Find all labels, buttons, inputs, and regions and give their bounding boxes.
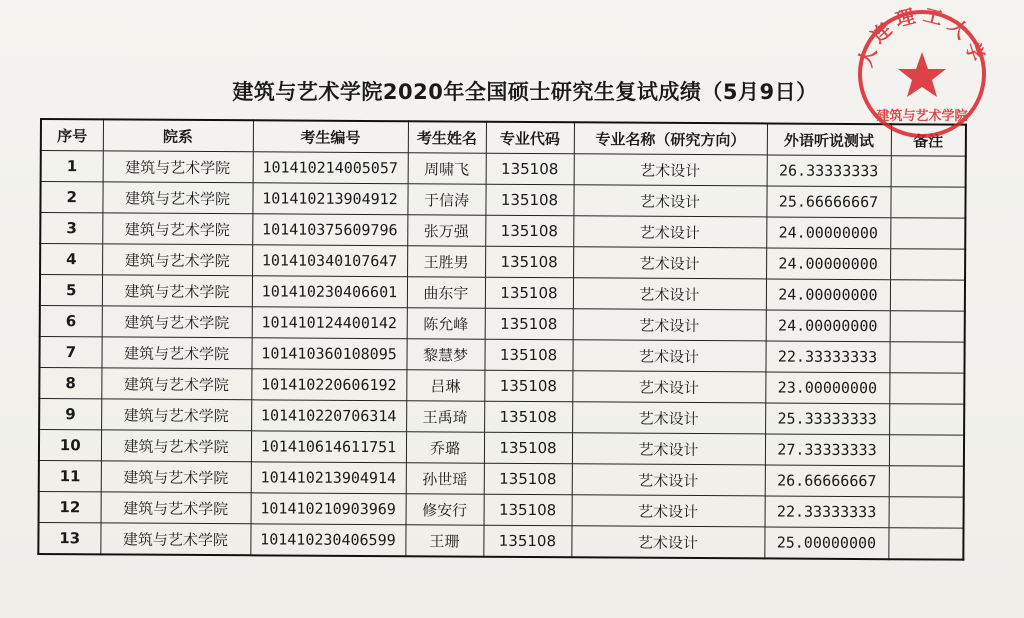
cell-no: 2 <box>40 182 102 213</box>
header-major-code: 专业代码 <box>486 122 574 154</box>
cell-remark <box>889 466 964 497</box>
cell-dept: 建筑与艺术学院 <box>102 213 252 245</box>
cell-no: 9 <box>39 399 101 430</box>
cell-remark <box>888 528 963 560</box>
cell-dept: 建筑与艺术学院 <box>102 244 252 276</box>
cell-major-name: 艺术设计 <box>572 433 765 465</box>
cell-language-score: 23.00000000 <box>765 372 889 404</box>
cell-dept: 建筑与艺术学院 <box>101 461 251 493</box>
cell-no: 13 <box>38 522 100 554</box>
cell-dept: 建筑与艺术学院 <box>101 337 251 369</box>
cell-no: 3 <box>40 213 102 244</box>
cell-language-score: 24.00000000 <box>766 248 890 280</box>
cell-language-score: 24.00000000 <box>766 310 890 342</box>
cell-language-score: 26.66666667 <box>765 465 889 497</box>
cell-candidate-name: 黎慧梦 <box>406 339 484 370</box>
cell-language-score: 22.33333333 <box>765 341 889 373</box>
header-candidate-name: 考生姓名 <box>408 121 486 153</box>
cell-candidate-id: 101410220606192 <box>251 369 406 401</box>
cell-major-code: 135108 <box>485 184 573 216</box>
cell-dept: 建筑与艺术学院 <box>101 430 251 462</box>
cell-dept: 建筑与艺术学院 <box>101 492 251 524</box>
cell-major-code: 135108 <box>485 277 573 309</box>
cell-major-code: 135108 <box>484 339 572 371</box>
cell-candidate-id: 101410375609796 <box>252 214 407 246</box>
cell-candidate-id: 101410213904912 <box>252 183 407 215</box>
cell-major-code: 135108 <box>484 463 572 495</box>
cell-major-name: 艺术设计 <box>572 402 765 434</box>
cell-major-name: 艺术设计 <box>572 340 765 372</box>
cell-candidate-id: 101410614611751 <box>251 431 406 463</box>
cell-dept: 建筑与艺术学院 <box>101 368 251 400</box>
cell-candidate-name: 王禹琦 <box>406 401 484 432</box>
cell-major-name: 艺术设计 <box>571 526 764 559</box>
cell-candidate-id: 101410340107647 <box>252 245 407 277</box>
header-language-test: 外语听说测试 <box>767 123 891 155</box>
cell-candidate-name: 孙世瑶 <box>406 463 484 494</box>
cell-candidate-name: 王胜男 <box>407 246 485 277</box>
cell-no: 4 <box>40 244 102 275</box>
cell-dept: 建筑与艺术学院 <box>102 275 252 307</box>
cell-remark <box>889 435 964 466</box>
cell-candidate-name: 张万强 <box>407 215 485 246</box>
cell-remark <box>889 404 964 435</box>
cell-no: 5 <box>40 275 102 306</box>
cell-major-name: 艺术设计 <box>573 247 766 279</box>
table-row <box>38 522 963 559</box>
cell-no: 11 <box>39 460 101 491</box>
cell-no: 12 <box>39 491 101 522</box>
cell-candidate-name: 于信涛 <box>407 184 485 215</box>
cell-candidate-name: 修安行 <box>406 494 484 525</box>
cell-candidate-id: 101410230406601 <box>252 276 407 308</box>
cell-remark <box>890 280 965 311</box>
cell-remark <box>890 311 965 342</box>
cell-major-name: 艺术设计 <box>573 309 766 341</box>
cell-dept: 建筑与艺术学院 <box>102 182 252 214</box>
page-title: 建筑与艺术学院2020年全国硕士研究生复试成绩（5月9日） <box>232 80 818 104</box>
cell-remark <box>890 187 965 218</box>
cell-major-name: 艺术设计 <box>572 464 765 496</box>
cell-dept: 建筑与艺术学院 <box>102 306 252 338</box>
cell-candidate-name: 乔璐 <box>406 432 484 463</box>
cell-dept: 建筑与艺术学院 <box>100 523 250 555</box>
cell-major-name: 艺术设计 <box>573 216 766 248</box>
header-no: 序号 <box>41 119 103 151</box>
cell-candidate-id: 101410213904914 <box>251 462 406 494</box>
cell-candidate-id: 101410210903969 <box>251 493 406 525</box>
cell-language-score: 24.00000000 <box>766 217 890 249</box>
cell-candidate-name: 曲东宇 <box>407 277 485 308</box>
cell-major-name: 艺术设计 <box>573 278 766 310</box>
cell-remark <box>890 249 965 280</box>
cell-major-code: 135108 <box>485 246 573 278</box>
cell-major-name: 艺术设计 <box>573 185 766 217</box>
cell-language-score: 27.33333333 <box>765 434 889 466</box>
cell-language-score: 25.33333333 <box>765 403 889 435</box>
cell-remark <box>889 497 964 528</box>
cell-dept: 建筑与艺术学院 <box>101 399 251 431</box>
cell-candidate-id: 101410230406599 <box>250 524 405 556</box>
header-remark: 备注 <box>891 124 966 156</box>
header-major-name: 专业名称（研究方向） <box>574 122 767 155</box>
cell-major-code: 135108 <box>486 153 574 185</box>
cell-no: 6 <box>40 306 102 337</box>
svg-text:大连理工大学: 大连理工大学 <box>854 4 990 70</box>
cell-candidate-name: 吕琳 <box>406 370 484 401</box>
cell-major-name: 艺术设计 <box>572 495 765 527</box>
header-candidate-id: 考生编号 <box>253 120 408 152</box>
scores-table <box>37 118 967 561</box>
cell-dept: 建筑与艺术学院 <box>103 151 253 183</box>
cell-major-code: 135108 <box>484 432 572 464</box>
cell-major-code: 135108 <box>485 308 573 340</box>
cell-remark <box>891 156 966 187</box>
cell-language-score: 25.00000000 <box>764 527 888 559</box>
cell-candidate-name: 王珊 <box>405 525 483 557</box>
cell-remark <box>889 373 964 404</box>
cell-language-score: 25.66666667 <box>766 186 890 218</box>
header-dept: 院系 <box>103 119 253 151</box>
cell-candidate-id: 101410220706314 <box>251 400 406 432</box>
cell-major-name: 艺术设计 <box>574 154 767 186</box>
cell-candidate-id: 101410214005057 <box>253 152 408 184</box>
cell-candidate-name: 陈允峰 <box>407 308 485 339</box>
svg-text:建筑与艺术学院: 建筑与艺术学院 <box>876 109 968 124</box>
cell-no: 10 <box>39 430 101 461</box>
cell-candidate-id: 101410124400142 <box>252 307 407 339</box>
cell-language-score: 26.33333333 <box>767 155 891 187</box>
cell-major-code: 135108 <box>484 494 572 526</box>
cell-major-code: 135108 <box>485 215 573 247</box>
cell-language-score: 24.00000000 <box>766 279 890 311</box>
cell-remark <box>890 218 965 249</box>
cell-major-code: 135108 <box>484 370 572 402</box>
cell-language-score: 22.33333333 <box>765 496 889 528</box>
cell-no: 8 <box>39 368 101 399</box>
cell-major-code: 135108 <box>484 401 572 433</box>
cell-major-name: 艺术设计 <box>572 371 765 403</box>
cell-candidate-id: 101410360108095 <box>251 338 406 370</box>
cell-no: 1 <box>41 151 103 182</box>
cell-remark <box>889 342 964 373</box>
cell-candidate-name: 周啸飞 <box>408 153 486 184</box>
cell-no: 7 <box>39 337 101 368</box>
cell-major-code: 135108 <box>483 525 571 557</box>
